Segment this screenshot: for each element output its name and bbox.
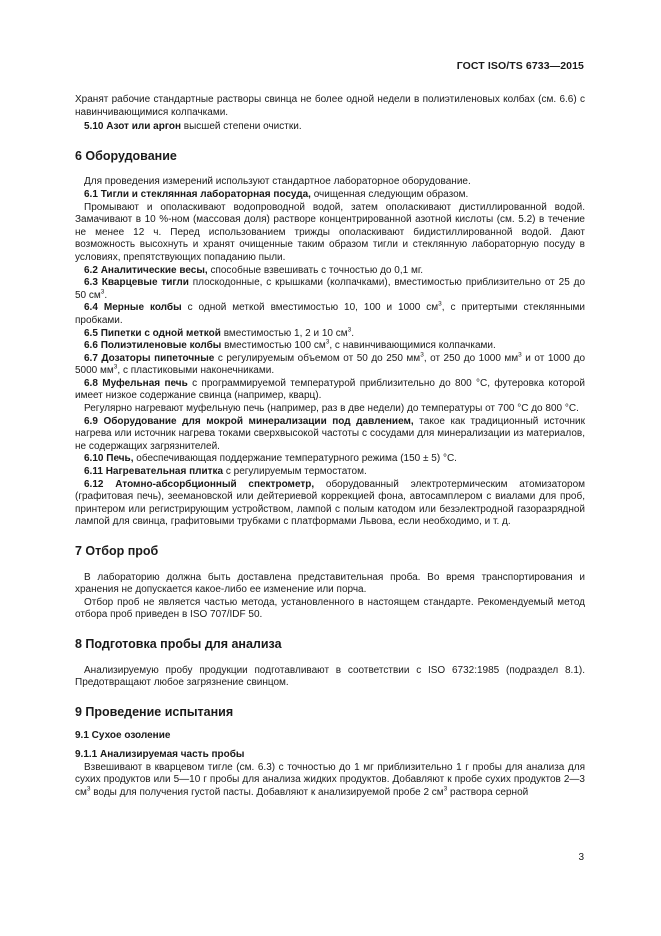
- item-title: Тигли и стеклянная лабораторная посуда,: [100, 188, 311, 200]
- paragraph-text: воды для получения густой пасты. Добавляют к анализируемой пробе 2 см: [90, 786, 444, 798]
- paragraph: [75, 94, 585, 119]
- item-number: 6.8: [84, 377, 98, 389]
- item-number: 6.12: [84, 478, 104, 490]
- item-6-6: [75, 340, 585, 353]
- item-number: 6.7: [84, 352, 98, 364]
- item-title: Аналитические весы,: [100, 264, 208, 276]
- item-text: вместимостью 100 см: [221, 340, 326, 352]
- item-5-10: [75, 121, 585, 134]
- superscript: 3: [86, 785, 91, 793]
- item-text: оборудованный электротермическим атомизатором (графитовая печь), зеемановской или дейтериевой коррекцией фона, автосамплером с виалами для проб, принтером или регистрирующим устройством, лампой с полым катодом или безэлектродной газоразрядной лампой для свинца, графитовыми трубками с платформами Львова, если необходимо, и т. д.: [75, 478, 585, 528]
- section-9-paragraph: [75, 762, 585, 800]
- item-text-end: , с навинчивающимися колпачками.: [329, 340, 496, 352]
- item-6-1: [75, 189, 585, 202]
- section-7-paragraph: Отбор проб не является частью метода, установленного в настоящем стандарте. Рекомендуемый метод отбора проб приведен в ISO 707/IDF 50.: [75, 596, 585, 621]
- item-6-8-body: Регулярно нагревают муфельную печь (например, раз в две недели) до температуры от 700 °C до 800 °C.: [84, 403, 579, 415]
- item-6-11: [75, 466, 585, 479]
- item-6-2: [75, 265, 585, 278]
- item-number: 6.3: [84, 277, 98, 289]
- item-title: Муфельная печь: [102, 377, 188, 389]
- item-text: плоскодонные, с крышками (колпачками), вместимостью приблизительно от 25 до 50 см: [75, 277, 586, 301]
- item-6-8: [75, 378, 585, 403]
- item-6-10: [75, 453, 585, 466]
- item-title: Азот или аргон: [106, 121, 182, 133]
- section-heading-6: 6 Оборудование: [75, 148, 177, 163]
- item-text-end: , с пластиковыми наконечниками.: [117, 365, 275, 377]
- item-title: Печь,: [106, 453, 134, 465]
- item-number: 6.9: [84, 415, 98, 427]
- item-6-1-body: Промывают и ополаскивают водопроводной водой, затем ополаскивают дистиллированной водой. Замачивают в 10 %-ном (массовая доля) растворе концентрированной азотной кислоты (см. 5.2) в течение не менее 12 ч. Перед использованием трижды ополаскивают бидистиллированной водой. Дают возможность высохнуть и хранят очищенные таким образом тигли и стеклянную лабораторную посуду в условиях, препятствующих попаданию пыли.: [75, 201, 585, 263]
- item-text: с одной меткой вместимостью 10, 100 и 1000 см: [181, 302, 439, 314]
- item-number: 6.4: [84, 302, 98, 314]
- item-6-4: [75, 302, 585, 327]
- item-text: вместимостью 1, 2 и 10 см: [220, 327, 348, 339]
- item-text: очищенная следующим образом.: [310, 188, 469, 200]
- document-header: ГОСТ ISO/TS 6733—2015: [456, 60, 584, 72]
- paragraph-text: Взвешивают в кварцевом тигле (см. 6.3) с точностью до 1 мг приблизительно 1 г пробы для анализа для сухих продуктов или 5—10 г пробы для анализа жидких продуктов. Добавляют к пробе сухих продуктов 2—3 см: [75, 761, 585, 798]
- document-body: [75, 94, 585, 799]
- section-6-intro: Для проведения измерений используют стандартное лабораторное оборудование.: [84, 176, 471, 188]
- superscript: 3: [347, 326, 352, 334]
- item-text-end: .: [351, 327, 355, 339]
- item-number: 6.2: [84, 264, 98, 276]
- superscript: 3: [518, 351, 522, 359]
- superscript: 3: [325, 338, 330, 346]
- item-number: 6.5: [84, 327, 98, 339]
- item-text: такое как традиционный источник нагрева или источник нагрева токами сверхвысокой частоты с сосудами для минерализации из материалов, не содержащих загрязнителей.: [75, 415, 585, 452]
- item-text: высшей степени очистки.: [181, 121, 302, 133]
- subsection-heading-9-1: 9.1 Сухое озоление: [75, 730, 171, 742]
- item-text: с регулируемым термостатом.: [223, 466, 367, 478]
- item-6-7: [75, 353, 585, 378]
- item-title: Нагревательная плитка: [105, 466, 224, 478]
- item-number: 5.10: [84, 121, 104, 133]
- superscript: 3: [113, 363, 118, 371]
- item-6-3: [75, 277, 585, 302]
- item-6-12: [75, 479, 585, 529]
- item-number: 6.11: [84, 466, 103, 478]
- item-number: 6.6: [84, 340, 98, 352]
- item-text-end: , с притертыми стеклянными пробками.: [75, 302, 585, 326]
- item-title: Кварцевые тигли: [101, 277, 189, 289]
- item-title: Полиэтиленовые колбы: [100, 340, 222, 352]
- paragraph-text: Хранят рабочие стандартные растворы свинца не более одной недели в полиэтиленовых колбах (см. 6.6) с навинчивающимися колпачками.: [75, 94, 585, 118]
- item-text: способные взвешивать с точностью до 0,1 мг.: [207, 264, 424, 276]
- item-6-9: [75, 416, 585, 454]
- item-text: и от 1000 до 5000 мм: [75, 352, 586, 377]
- item-text: с регулируемым объемом от 50 до 250 мм: [214, 352, 421, 364]
- superscript: 3: [100, 288, 105, 296]
- section-heading-8: 8 Подготовка пробы для анализа: [75, 636, 282, 651]
- item-number: 6.10: [84, 453, 104, 465]
- section-heading-9: 9 Проведение испытания: [75, 704, 234, 719]
- item-number: 6.1: [84, 188, 98, 200]
- item-text: обеспечивающая поддержание температурного режима (150 ± 5) °С.: [133, 453, 457, 465]
- superscript: 3: [443, 785, 448, 793]
- section-heading-7: 7 Отбор проб: [75, 544, 159, 558]
- item-title: Атомно-абсорбционный спектрометр,: [115, 478, 315, 490]
- paragraph-text: раствора серной: [447, 786, 529, 798]
- item-text: , от 250 до 1000 мм: [423, 352, 519, 364]
- item-title: Дозаторы пипеточные: [101, 352, 215, 364]
- section-8-paragraph: Анализируемую пробу продукции подготавливают в соответствии с ISO 6732:1985 (подраздел 8.1). Предотвращают любое загрязнение свинцом.: [75, 664, 585, 689]
- page-number: 3: [578, 852, 584, 863]
- superscript: 3: [420, 351, 424, 359]
- subsection-heading-9-1-1: 9.1.1 Анализируемая часть пробы: [75, 748, 245, 760]
- section-7-paragraph: В лабораторию должна быть доставлена представительная проба. Во время транспортирования и хранения не допускается какое-либо ее изменение или порча.: [75, 571, 585, 596]
- item-title: Пипетки с одной меткой: [100, 327, 221, 339]
- item-text: с программируемой температурой приблизительно до 800 °C, футеровка которой имеет низкое содержание свинца (например, кварц).: [75, 377, 585, 402]
- item-title: Мерные колбы: [103, 302, 182, 314]
- item-title: Оборудование для мокрой минерализации под давлением,: [103, 415, 414, 427]
- item-text-end: .: [104, 289, 108, 301]
- superscript: 3: [438, 300, 442, 308]
- item-6-5: [75, 328, 585, 341]
